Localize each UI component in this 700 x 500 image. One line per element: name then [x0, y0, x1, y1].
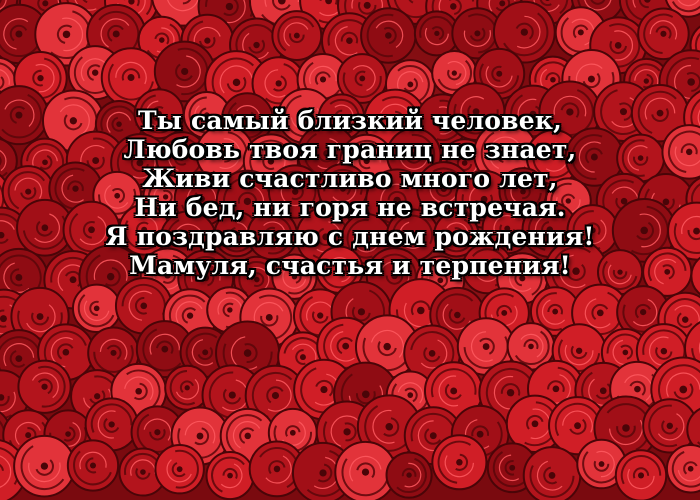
rose [14, 436, 75, 497]
rose [387, 453, 432, 498]
rose [73, 285, 120, 332]
poem-line-2: Любовь твоя границ не знает, [123, 135, 577, 164]
rose [524, 447, 581, 500]
poem-line-1: Ты самый близкий человек, [138, 106, 562, 135]
rose [272, 11, 321, 60]
rose [207, 452, 254, 499]
rose [432, 435, 486, 489]
poem [0, 106, 700, 280]
poem-line-6: Мамуля, счастья и терпения! [129, 251, 571, 280]
rose [68, 440, 118, 490]
rose [616, 450, 666, 500]
rose [155, 445, 203, 493]
poem-line-3: Живи счастливо много лет, [142, 164, 558, 193]
poem-line-4: Ни бед, ни горя не встречая. [134, 193, 566, 222]
rose [18, 361, 70, 413]
poem-line-5: Я поздравляю с днем рождения! [105, 222, 595, 251]
